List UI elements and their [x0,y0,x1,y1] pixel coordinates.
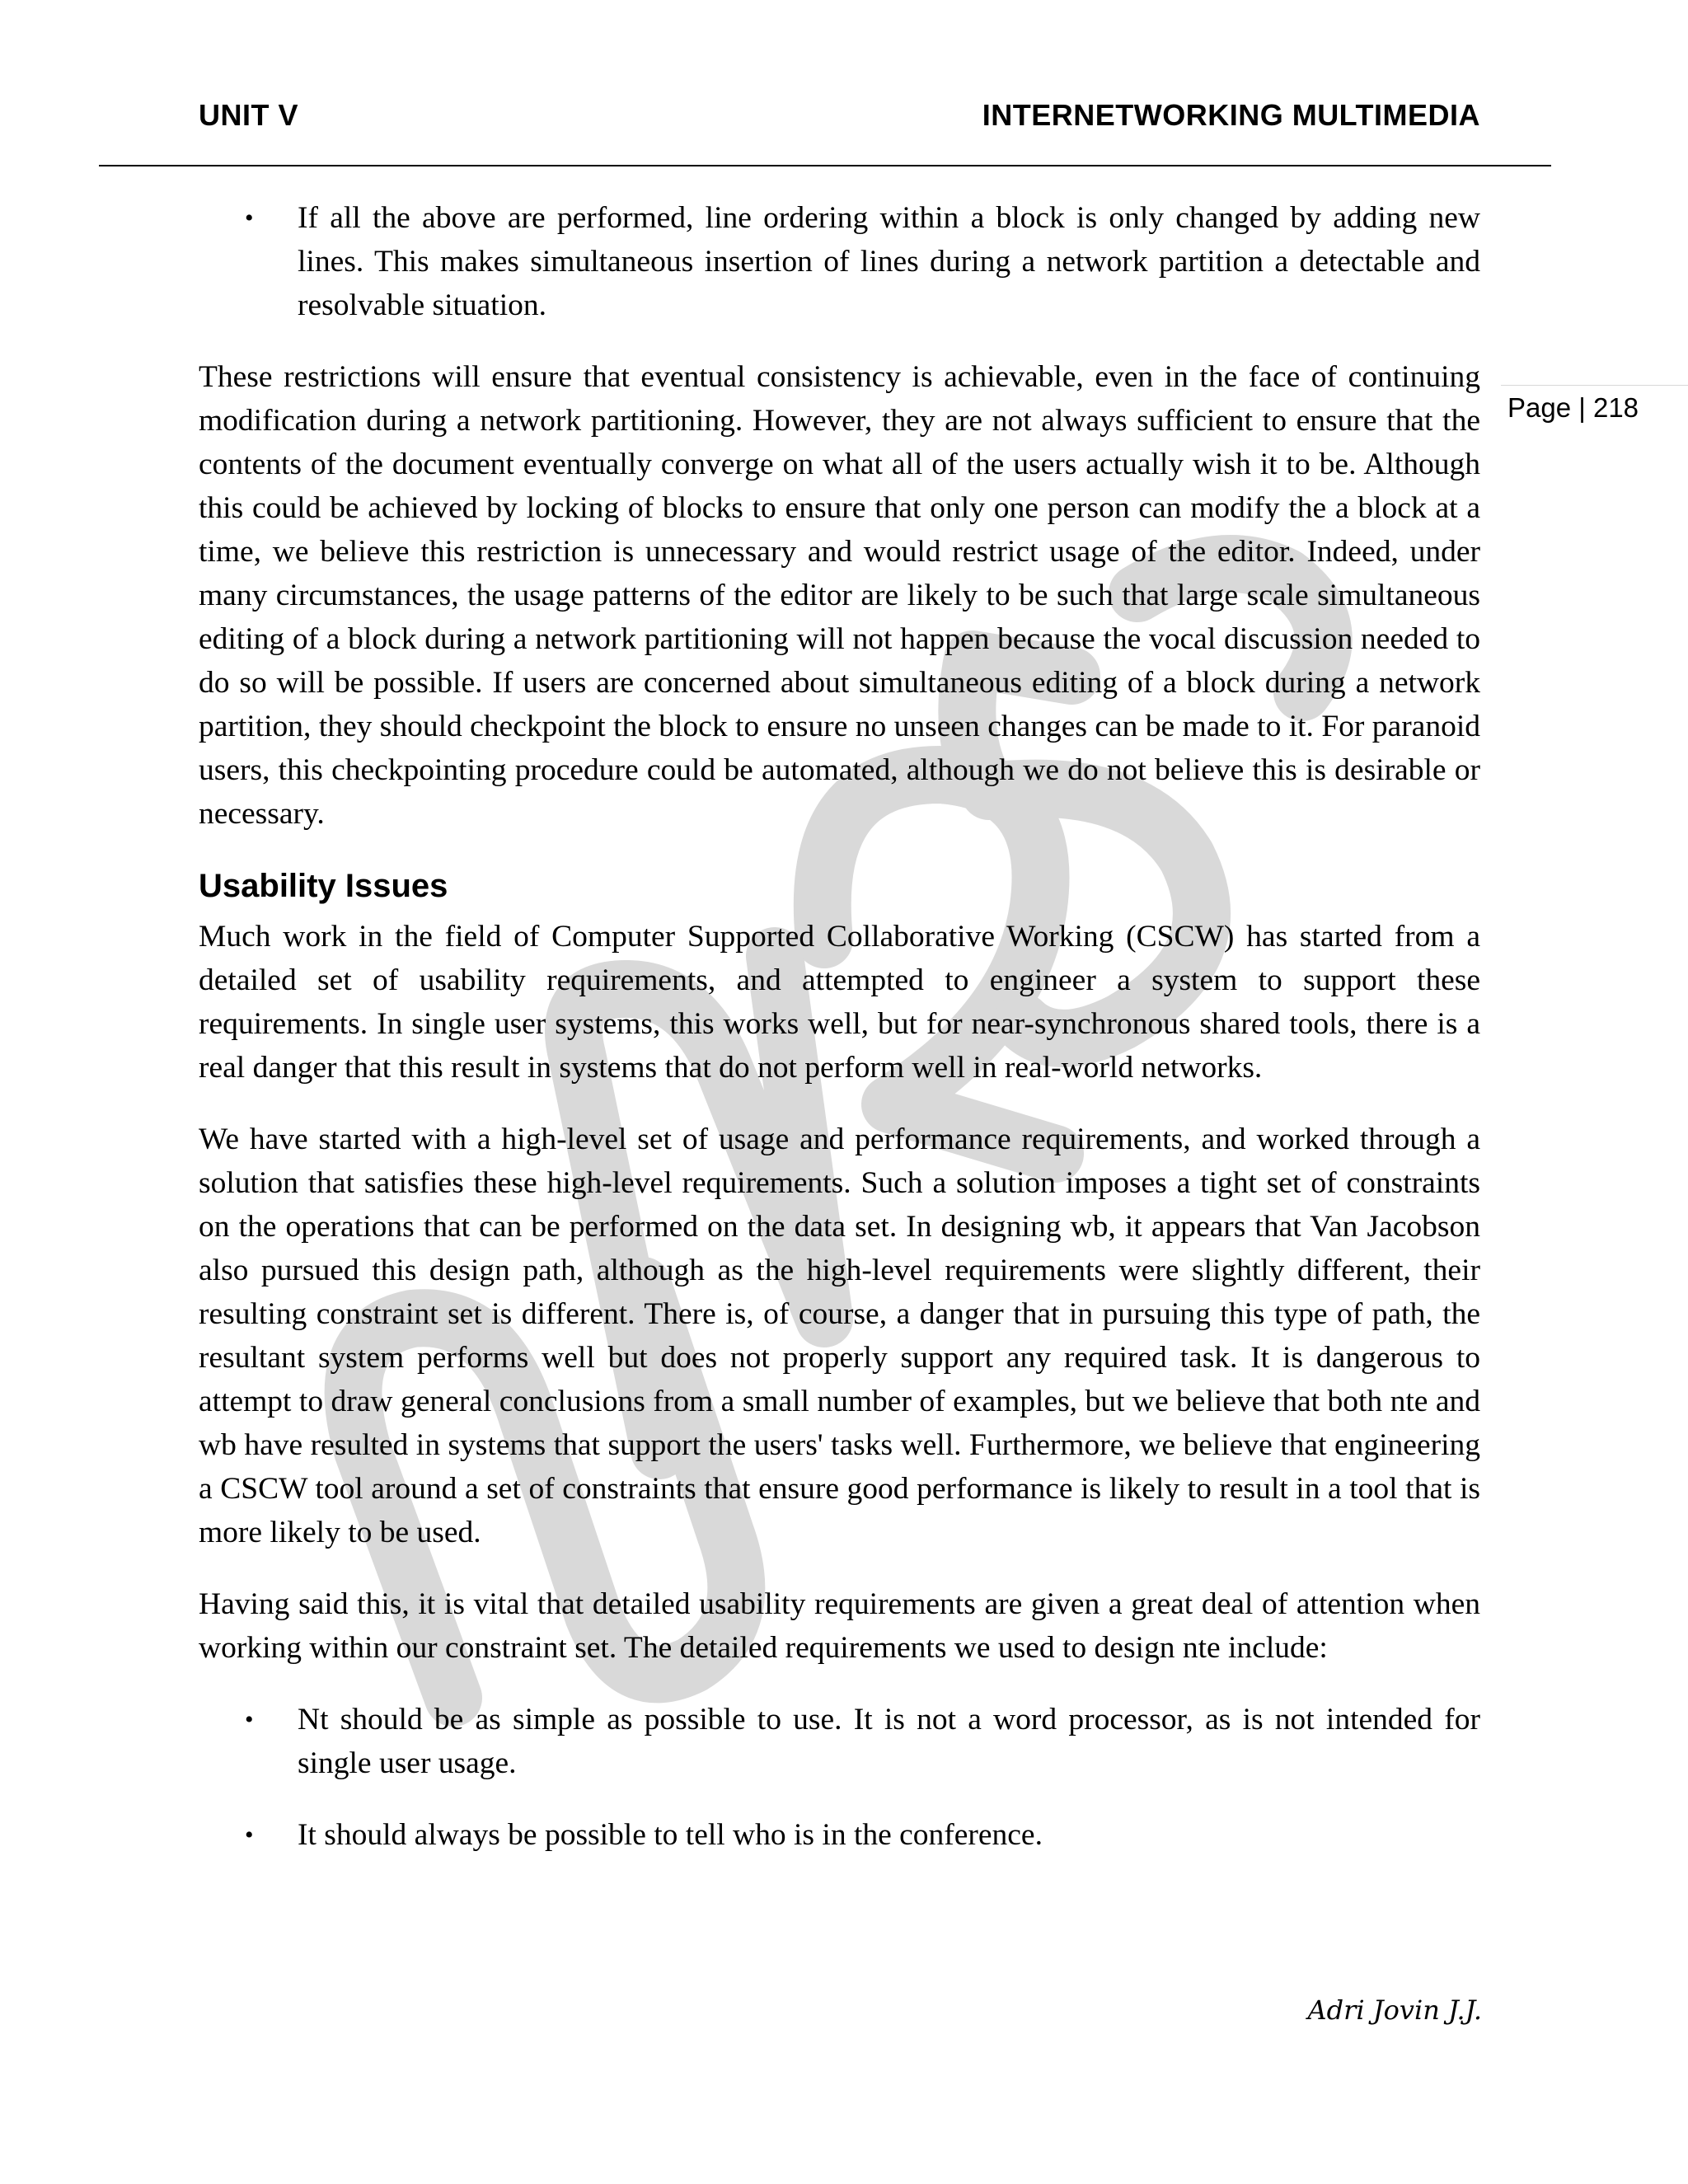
paragraph: Having said this, it is vital that detailed usability requirements are given a great deal of attention when working within our constraint set. The detailed requirements we used to design nte include: [199,1587,1480,1665]
header-divider [99,165,1551,166]
header-unit: UNIT V [199,98,299,132]
page-number: Page | 218 [1507,392,1639,423]
bullet-icon: • [245,1706,254,1733]
document-body [199,196,1480,1857]
author-signature: Adri Jovin J.J. [1307,1994,1482,2026]
page-number-divider [1501,385,1688,386]
paragraph: We have started with a high-level set of usage and performance requirements, and worked through a solution that satisfies these high-level requirements. Such a solution imposes a tight set of constraints on the operations that can be performed on the data set. In designing wb, it appears that Van Jacobson also pursued this design path, although as the high-level requirements were slightly different, their resulting constraint set is different. There is, of course, a danger that in pursuing this type of path, the resultant system performs well but does not properly support any required task. It is dangerous to attempt to draw general conclusions from a small number of examples, but we believe that both nte and wb have resulted in systems that support the users' tasks well. Furthermore, we believe that engineering a CSCW tool around a set of constraints that ensure good performance is likely to result in a tool that is more likely to be used. [199,1122,1480,1549]
section-heading: Usability Issues [199,868,448,904]
list-item-text: Nt should be as simple as possible to use. It is not a word processor, as is not intended for single user usage. [298,1703,1480,1780]
list-item-text: It should always be possible to tell who is in the conference. [298,1818,1043,1852]
list-item [199,1698,1480,1785]
paragraph: Much work in the field of Computer Supported Collaborative Working (CSCW) has started from a detailed set of usability requirements, and attempted to engineer a system to support these requirements. In single user systems, this works well, but for near-synchronous shared tools, there is a real danger that this result in systems that do not perform well in real-world networks. [199,920,1480,1085]
list-item [199,196,1480,327]
list-item-text: If all the above are performed, line ordering within a block is only changed by adding new lines. This makes simultaneous insertion of lines during a network partition a detectable and resolvable situation. [298,201,1480,322]
header-title: INTERNETWORKING MULTIMEDIA [982,98,1480,132]
bullet-icon: • [245,204,254,232]
paragraph: These restrictions will ensure that eventual consistency is achievable, even in the face of continuing modification during a network partitioning. However, they are not always sufficient to ensure that the contents of the document eventually converge on what all of the users actually wish it to be. Although this could be achieved by locking of blocks to ensure that only one person can modify the a block at a time, we believe this restriction is unnecessary and would restrict usage of the editor. Indeed, under many circumstances, the usage patterns of the editor are likely to be such that large scale simultaneous editing of a block during a network partitioning will not happen because the vocal discussion needed to do so will be possible. If users are concerned about simultaneous editing of a block during a network partition, they should checkpoint the block to ensure no unseen changes can be made to it. For paranoid users, this checkpointing procedure could be automated, although we do not believe this is desirable or necessary. [199,360,1480,831]
list-item [199,1813,1480,1857]
bullet-icon: • [245,1821,254,1849]
